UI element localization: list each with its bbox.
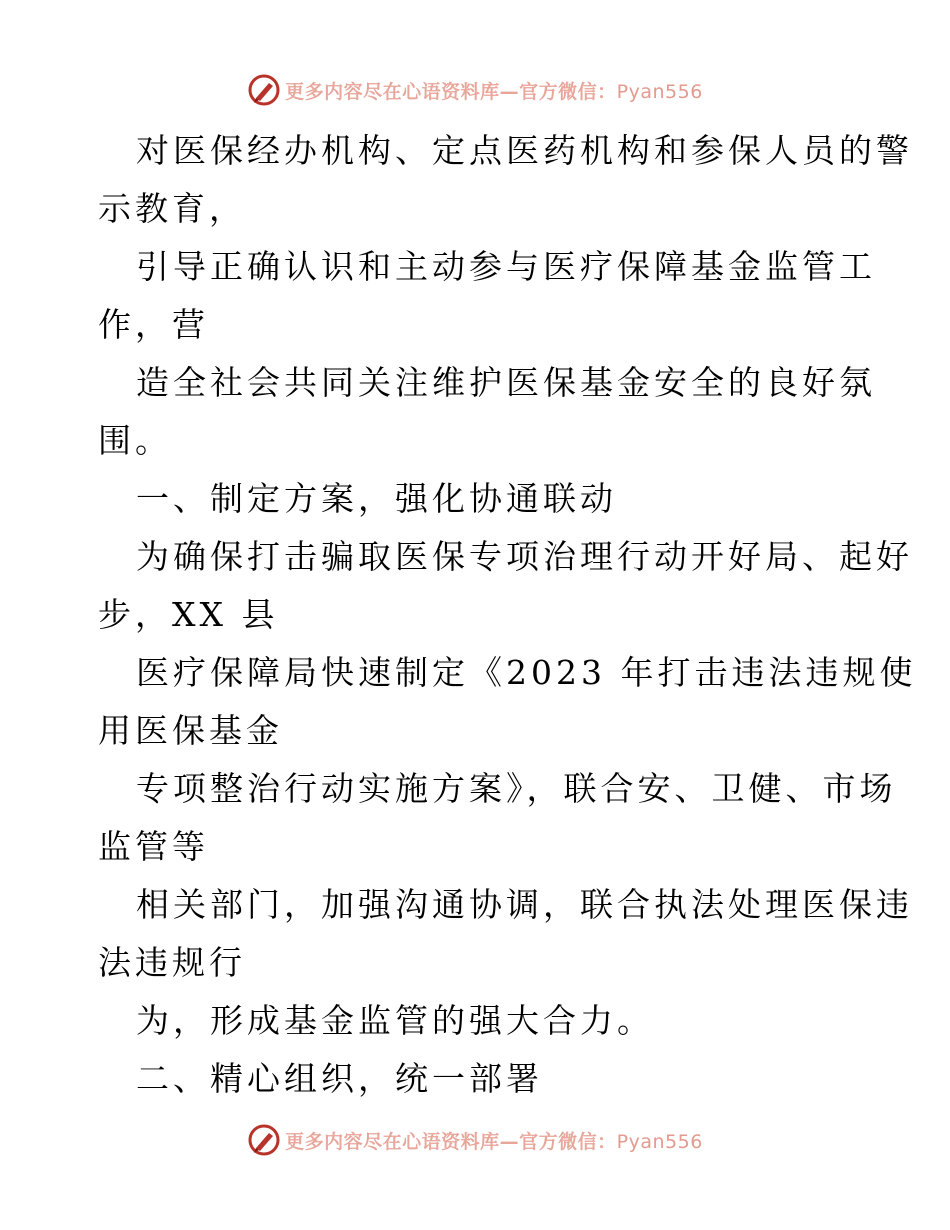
text-line: 监管等: [98, 827, 209, 866]
text-line: 对医保经办机构、定点医药机构和参保人员的警: [136, 131, 913, 170]
text-line: 一、制定方案，强化协通联动: [136, 479, 617, 518]
text-line: 二、精心组织，统一部署: [136, 1059, 543, 1098]
pen-logo-icon: [247, 73, 281, 107]
text-line: 用医保基金: [98, 711, 283, 750]
text-line: 医疗保障局快速制定《2023 年打击违法违规使: [136, 653, 917, 692]
text-line: 相关部门，加强沟通协调，联合执法处理医保违: [136, 885, 913, 924]
text-line: 示教育，: [98, 189, 246, 228]
text-line: 为确保打击骗取医保专项治理行动开好局、起好: [136, 537, 913, 576]
text-line: 步，XX 县: [98, 595, 279, 634]
text-line: 引导正确认识和主动参与医疗保障基金监管工: [136, 247, 876, 286]
watermark-text: 更多内容尽在心语资料库—官方微信：Pyan556: [285, 80, 703, 103]
header-watermark-banner: [0, 70, 950, 110]
text-line: 为，形成基金监管的强大合力。: [136, 1001, 654, 1040]
footer-watermark-banner: [0, 1120, 950, 1160]
pen-logo-icon: [247, 1123, 281, 1157]
text-line: 作，营: [98, 305, 209, 344]
text-line: 专项整治行动实施方案》，联合安、卫健、市场: [136, 769, 897, 808]
text-line: 法违规行: [98, 943, 246, 982]
text-line: 围。: [98, 421, 172, 460]
text-line: 造全社会共同关注维护医保基金安全的良好氛: [136, 363, 876, 402]
watermark-text: 更多内容尽在心语资料库—官方微信：Pyan556: [285, 1130, 703, 1153]
document-body: [98, 122, 917, 1108]
